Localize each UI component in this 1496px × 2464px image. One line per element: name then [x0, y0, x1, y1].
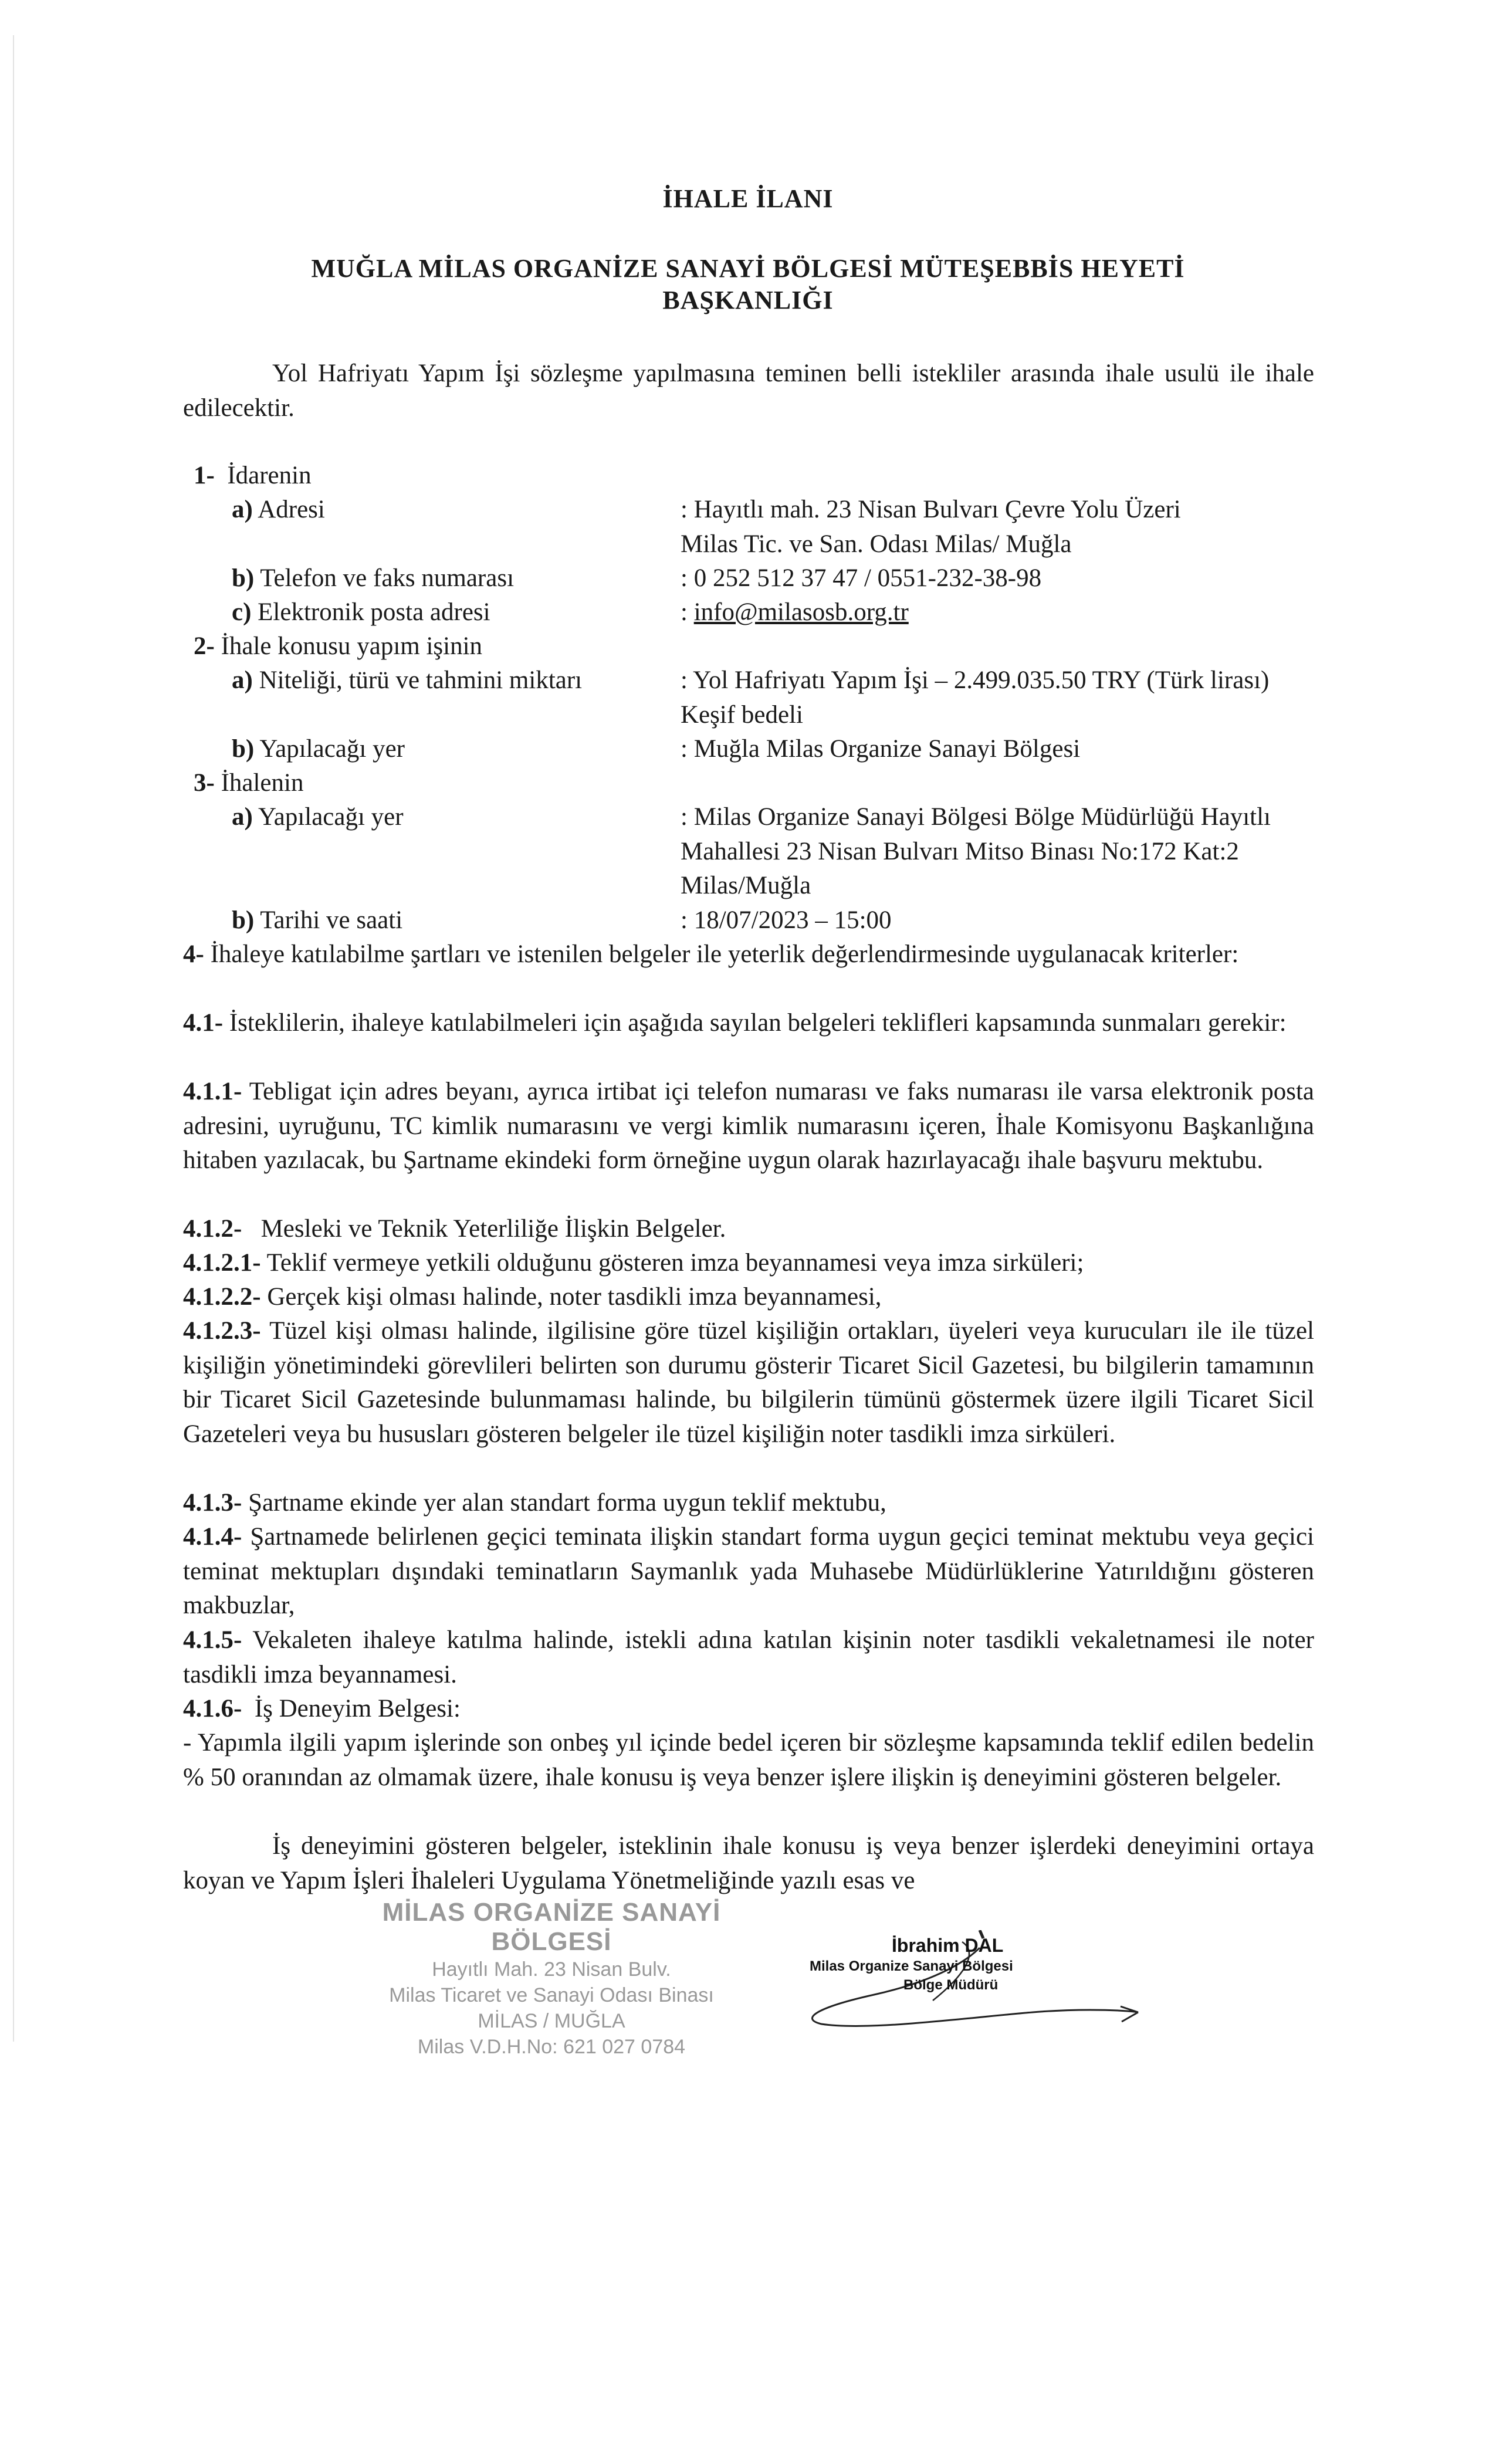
item-text: Tüzel kişi olması halinde, ilgilisine göre tüzel kişiliğin ortakları, üyeleri veya kurucuları ile ile tüzel kişiliğin yönetimindeki görevlileri belirten son durumu gösterir Ticaret Sicil Gazetesi, bu bilgilerin tamamının bir Ticaret Sicil Gazetesinde bulunmaması halinde, bu bilgilerin tümünü göstermek üzere ilgili Ticaret Sicil Gazeteleri veya bu hususları gösteren belgeler ile tüzel kişiliğin noter tasdikli imza sirküleri. — [183, 1317, 1314, 1448]
item-number: 4.1.2- — [183, 1215, 242, 1243]
item-label: Elektronik posta adresi — [258, 598, 490, 626]
email-link[interactable]: info@milasosb.org.tr — [693, 598, 909, 626]
tender-datetime-value: : 18/07/2023 – 15:00 — [681, 906, 892, 934]
section-label: İdarenin — [227, 462, 312, 489]
item-text: Vekaleten ihaleye katılma halinde, istekli adına katılan kişinin noter tasdikli vekaletnamesi ile noter tasdikli imza beyannamesi. — [183, 1626, 1314, 1688]
work-location-value: : Muğla Milas Organize Sanayi Bölgesi — [681, 735, 1081, 763]
org-line-2: BAŞKANLIĞI — [662, 286, 834, 314]
item-label: Adresi — [258, 496, 325, 523]
item-label: Niteliği, türü ve tahmini miktarı — [259, 666, 583, 694]
item-text: Teklif vermeye yetkili olduğunu gösteren imza beyannamesi veya imza sirküleri; — [266, 1249, 1084, 1277]
signatory-org: Milas Organize Sanayi Bölgesi — [810, 1958, 1013, 1974]
item-number: 4.1.3- — [183, 1489, 242, 1517]
item-number: 4.1- — [183, 1009, 224, 1037]
section-number: 3- — [194, 769, 215, 797]
org-line-1: MUĞLA MİLAS ORGANİZE SANAYİ BÖLGESİ MÜTEŞEBBİS HEYETİ — [311, 254, 1185, 283]
item-number: 4.1.2.3- — [183, 1317, 261, 1345]
section-label: İhalenin — [221, 769, 304, 797]
section-number: 4- — [183, 940, 204, 968]
item-4-1-4 — [183, 1520, 1314, 1623]
email-value — [681, 595, 1314, 630]
item-4-1-2 — [183, 1212, 1314, 1247]
item-text: Şartnamede belirlenen geçici teminata ilişkin standart forma uygun geçici teminat mektubu veya geçici teminat mektupları dışındaki teminatların Saymanlık yada Muhasebe Müdürlüklerine Yatırıldığını gösteren makbuzlar, — [183, 1523, 1315, 1619]
stamp-line-3: Milas Ticaret ve Sanayi Odası Binası — [389, 1984, 714, 2006]
item-label: Yapılacağı yer — [259, 735, 405, 763]
item-4-1 — [183, 1006, 1314, 1041]
item-number: 4.1.5- — [183, 1626, 242, 1654]
item-text: İş Deneyim Belgesi: — [254, 1695, 461, 1722]
section-2a-label — [232, 664, 582, 698]
work-nature-value: : Yol Hafriyatı Yapım İşi – 2.499.035.50 TRY (Türk lirası) Keşif bedeli — [681, 666, 1270, 729]
section-2-heading — [194, 629, 482, 664]
item-number: 4.1.6- — [183, 1695, 242, 1722]
item-4-1-5 — [183, 1623, 1314, 1692]
item-text: Mesleki ve Teknik Yeterliliğe İlişkin Belgeler. — [260, 1215, 726, 1243]
section-1c-label — [232, 595, 490, 630]
item-4-1-6 — [183, 1692, 1314, 1727]
address-line-1: : Hayıtlı mah. 23 Nisan Bulvarı Çevre Yolu Üzeri — [681, 496, 1181, 523]
item-label: Tarihi ve saati — [260, 906, 403, 934]
section-3a-label — [232, 800, 404, 835]
item-text: İsteklilerin, ihaleye katılabilmeleri için aşağıda sayılan belgeleri teklifleri kapsamında sunmaları gerekir: — [229, 1009, 1287, 1037]
phone-fax-value: : 0 252 512 37 47 / 0551-232-38-98 — [681, 564, 1042, 592]
section-label: İhale konusu yapım işinin — [221, 632, 483, 660]
stamp-line-2: Hayıtlı Mah. 23 Nisan Bulv. — [432, 1958, 671, 1981]
item-text: Tebligat için adres beyanı, ayrıca irtibat içi telefon numarası ve faks numarası ile varsa elektronik posta adresini, uyruğunu, TC kimlik numarasını ve vergi kimlik numarasını içeren, İhale Komisyonu Başkanlığına hitaben yazılacak, bu Şartname ekindeki form örneğine uygun olarak hazırlayacağı ihale başvuru mektubu. — [183, 1078, 1314, 1174]
tender-location-value: : Milas Organize Sanayi Bölgesi Bölge Müdürlüğü Hayıtlı Mahallesi 23 Nisan Bulvarı Mitso Binası No:172 Kat:2 Milas/Muğla — [681, 803, 1271, 899]
stamp-line-5: Milas V.D.H.No: 621 027 0784 — [417, 2036, 686, 2058]
section-number: 1- — [194, 462, 215, 489]
item-number: 4.1.4- — [183, 1523, 242, 1551]
signatory-name: İbrahim DAL — [892, 1935, 1004, 1956]
section-2b-label — [232, 732, 405, 767]
address-line-2: Milas Tic. ve San. Odası Milas/ Muğla — [681, 530, 1072, 558]
item-key: a) — [232, 803, 253, 831]
item-key: b) — [232, 564, 255, 592]
item-text: Gerçek kişi olması halinde, noter tasdikli imza beyannamesi, — [267, 1283, 882, 1311]
stamp-line-1: MİLAS ORGANİZE SANAYİ BÖLGESİ — [382, 1898, 721, 1956]
item-label: Telefon ve faks numarası — [260, 564, 515, 592]
signatory-title: Bölge Müdürü — [903, 1977, 999, 1993]
company-stamp — [364, 1898, 739, 2060]
item-4-1-1 — [183, 1075, 1314, 1178]
item-4-1-3 — [183, 1486, 1314, 1521]
section-1-heading — [194, 459, 312, 493]
section-1a-label — [232, 493, 325, 527]
section-1b-label — [232, 561, 514, 596]
item-label: Yapılacağı yer — [258, 803, 404, 831]
item-key: c) — [232, 598, 252, 626]
item-4-1-2-2 — [183, 1280, 1314, 1315]
final-paragraph: İş deneyimini gösteren belgeler, isteklinin ihale konusu iş veya benzer işlerdeki deneyimini ortaya koyan ve Yapım İşleri İhaleleri Uygulama Yönetmeliğinde yazılı esas ve — [183, 1832, 1314, 1894]
signature-block — [786, 1930, 1150, 2036]
section-4-paragraph — [183, 937, 1314, 972]
item-text: Şartname ekinde yer alan standart forma uygun teklif mektubu, — [248, 1489, 886, 1517]
section-number: 2- — [194, 632, 215, 660]
item-4-1-2-3 — [183, 1314, 1314, 1451]
item-number: 4.1.2.1- — [183, 1249, 261, 1277]
section-1a-value — [681, 493, 1314, 561]
intro-paragraph: Yol Hafriyatı Yapım İşi sözleşme yapılmasına teminen belli istekliler arasında ihale usulü ile ihale edilecektir. — [183, 360, 1314, 422]
item-key: a) — [232, 666, 253, 694]
item-4-1-2-1 — [183, 1246, 1314, 1281]
item-number: 4.1.1- — [183, 1078, 242, 1105]
scan-edge — [13, 35, 14, 2042]
section-3-heading — [194, 766, 303, 801]
section-3b-label — [232, 903, 402, 938]
section-text: İhaleye katılabilme şartları ve istenilen belgeler ile yeterlik değerlendirmesinde uygulanacak kriterler: — [210, 940, 1239, 968]
item-number: 4.1.2.2- — [183, 1283, 261, 1311]
experience-paragraph: - Yapımla ilgili yapım işlerinde son onbeş yıl içinde bedel içeren bir sözleşme kapsamında teklif edilen bedelin % 50 oranından az olmamak üzere, ihale konusu iş veya benzer işlere ilişkin iş deneyimini gösteren belgeler. — [183, 1729, 1314, 1791]
item-key: b) — [232, 735, 255, 763]
item-key: a) — [232, 496, 253, 523]
doc-title: İHALE İLANI — [662, 184, 834, 213]
item-key: b) — [232, 906, 255, 934]
stamp-line-4: MİLAS / MUĞLA — [478, 2010, 625, 2032]
colon: : — [681, 598, 694, 626]
